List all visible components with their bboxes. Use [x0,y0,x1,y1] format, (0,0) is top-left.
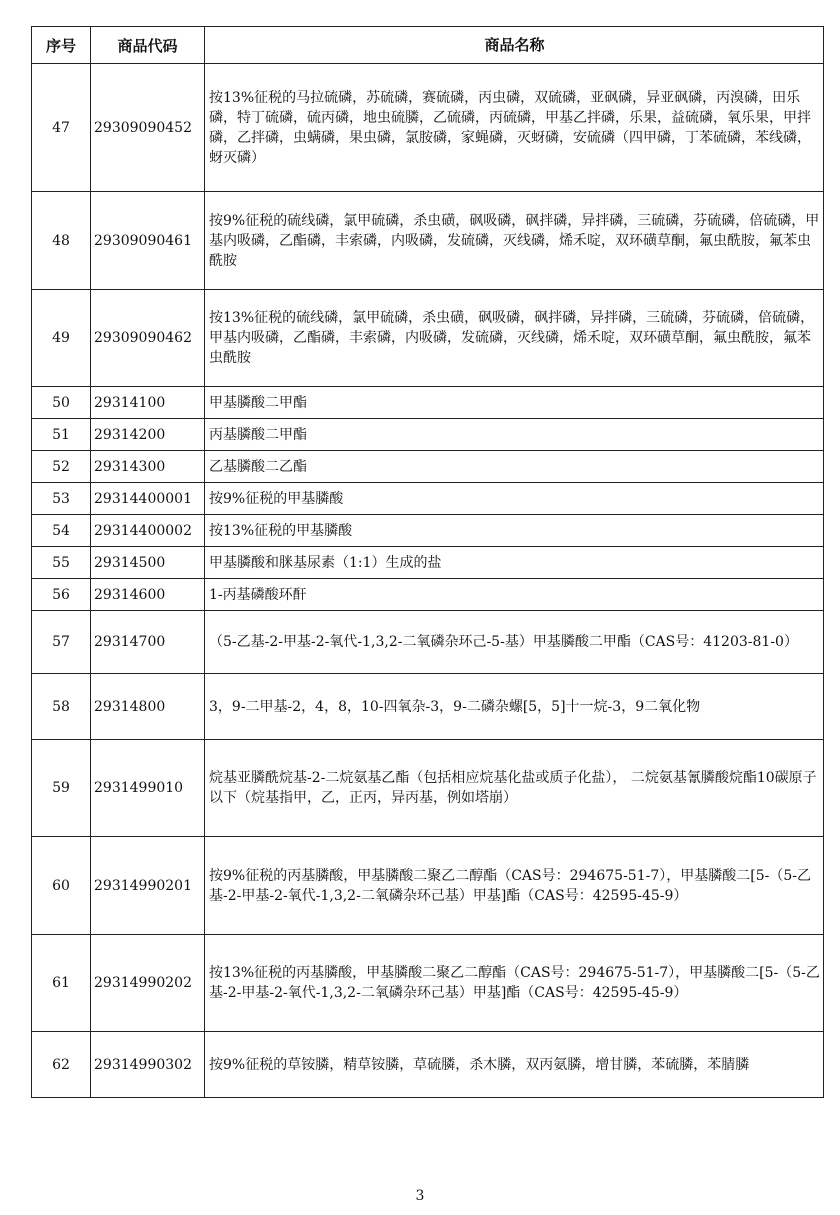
row-commodity-name: 3，9-二甲基-2，4，8，10-四氧杂-3，9-二磷杂螺[5，5]十一烷-3，9二氧化物 [205,674,824,740]
table-body [32,64,824,1098]
row-commodity-code: 29314400002 [91,515,205,547]
table-row [32,290,824,387]
row-commodity-name: （5-乙基-2-甲基-2-氧代-1,3,2-二氧磷杂环己-5-基）甲基膦酸二甲酯（CAS号：41203-81-0） [205,611,824,674]
commodity-table [31,26,824,1098]
row-commodity-code: 29314100 [91,387,205,419]
row-commodity-name: 烷基亚膦酰烷基-2-二烷氨基乙酯（包括相应烷基化盐或质子化盐）， 二烷氨基氰膦酸烷酯10碳原子以下（烷基指甲，乙，正丙，异丙基，例如塔崩） [205,740,824,837]
row-serial-number: 47 [32,64,91,192]
table-row [32,419,824,451]
row-commodity-name: 按13%征税的马拉硫磷，苏硫磷，赛硫磷，丙虫磷，双硫磷，亚砜磷，异亚砜磷，丙溴磷，田乐磷，特丁硫磷，硫丙磷，地虫硫膦，乙硫磷，丙硫磷，甲基乙拌磷，乐果，益硫磷，氧乐果，甲拌磷，乙拌磷，虫螨磷，果虫磷，氯胺磷，家蝇磷，灭蚜磷，安硫磷（四甲磷，丁苯硫磷，苯线磷，蚜灭磷） [205,64,824,192]
page-number: 3 [415,1188,425,1204]
row-serial-number: 52 [32,451,91,483]
row-commodity-code: 29309090462 [91,290,205,387]
row-serial-number: 59 [32,740,91,837]
table-row [32,837,824,935]
row-commodity-name: 按9%征税的硫线磷，氯甲硫磷，杀虫磺，砜吸磷，砜拌磷，异拌磷，三硫磷，芬硫磷，倍硫磷，甲基内吸磷，乙酯磷，丰索磷，内吸磷，发硫磷，灭线磷，烯禾啶，双环磺草酮，氟虫酰胺，氟苯虫酰胺 [205,192,824,290]
table-row [32,483,824,515]
table-row [32,547,824,579]
row-serial-number: 53 [32,483,91,515]
row-commodity-code: 29314200 [91,419,205,451]
row-commodity-name: 丙基膦酸二甲酯 [205,419,824,451]
row-commodity-code: 29314600 [91,579,205,611]
row-commodity-code: 29314300 [91,451,205,483]
row-commodity-code: 29309090452 [91,64,205,192]
header-serial-number: 序号 [32,27,91,64]
row-serial-number: 61 [32,935,91,1032]
table-row [32,611,824,674]
table-row [32,740,824,837]
row-commodity-code: 29314990202 [91,935,205,1032]
table-row [32,674,824,740]
table-row [32,192,824,290]
row-serial-number: 55 [32,547,91,579]
row-serial-number: 50 [32,387,91,419]
table-row [32,1032,824,1098]
table-row [32,387,824,419]
row-serial-number: 48 [32,192,91,290]
table-row [32,451,824,483]
row-serial-number: 57 [32,611,91,674]
table-row [32,579,824,611]
row-serial-number: 51 [32,419,91,451]
row-commodity-name: 甲基膦酸和脒基尿素（1:1）生成的盐 [205,547,824,579]
row-serial-number: 60 [32,837,91,935]
row-commodity-name: 按9%征税的丙基膦酸，甲基膦酸二聚乙二醇酯（CAS号：294675-51-7），甲基膦酸二[5-（5-乙基-2-甲基-2-氧代-1,3,2-二氧磷杂环己基）甲基]酯（CAS号：42595-45-9） [205,837,824,935]
row-commodity-code: 29314500 [91,547,205,579]
row-commodity-name: 按9%征税的草铵膦，精草铵膦，草硫膦，杀木膦，双丙氨膦，增甘膦，苯硫膦，苯腈膦 [205,1032,824,1098]
row-commodity-name: 按9%征税的甲基膦酸 [205,483,824,515]
table-header-row [32,27,824,64]
row-serial-number: 49 [32,290,91,387]
row-commodity-code: 29309090461 [91,192,205,290]
row-commodity-code: 2931499010 [91,740,205,837]
row-commodity-name: 乙基膦酸二乙酯 [205,451,824,483]
row-commodity-name: 按13%征税的甲基膦酸 [205,515,824,547]
row-commodity-code: 29314400001 [91,483,205,515]
header-commodity-name: 商品名称 [205,27,824,64]
table-row [32,935,824,1032]
row-commodity-name: 1-丙基磷酸环酐 [205,579,824,611]
row-commodity-code: 29314800 [91,674,205,740]
row-commodity-code: 29314990302 [91,1032,205,1098]
row-commodity-code: 29314700 [91,611,205,674]
header-commodity-code: 商品代码 [91,27,205,64]
row-commodity-code: 29314990201 [91,837,205,935]
row-commodity-name: 按13%征税的硫线磷，氯甲硫磷，杀虫磺，砜吸磷，砜拌磷，异拌磷，三硫磷，芬硫磷，倍硫磷，甲基内吸磷，乙酯磷，丰索磷，内吸磷，发硫磷，灭线磷，烯禾啶，双环磺草酮，氟虫酰胺，氟苯虫酰胺 [205,290,824,387]
table-row [32,64,824,192]
row-serial-number: 56 [32,579,91,611]
row-serial-number: 54 [32,515,91,547]
table-row [32,515,824,547]
row-serial-number: 62 [32,1032,91,1098]
row-serial-number: 58 [32,674,91,740]
row-commodity-name: 甲基膦酸二甲酯 [205,387,824,419]
row-commodity-name: 按13%征税的丙基膦酸，甲基膦酸二聚乙二醇酯（CAS号：294675-51-7），甲基膦酸二[5-（5-乙基-2-甲基-2-氧代-1,3,2-二氧磷杂环己基）甲基]酯（CAS号：42595-45-9） [205,935,824,1032]
